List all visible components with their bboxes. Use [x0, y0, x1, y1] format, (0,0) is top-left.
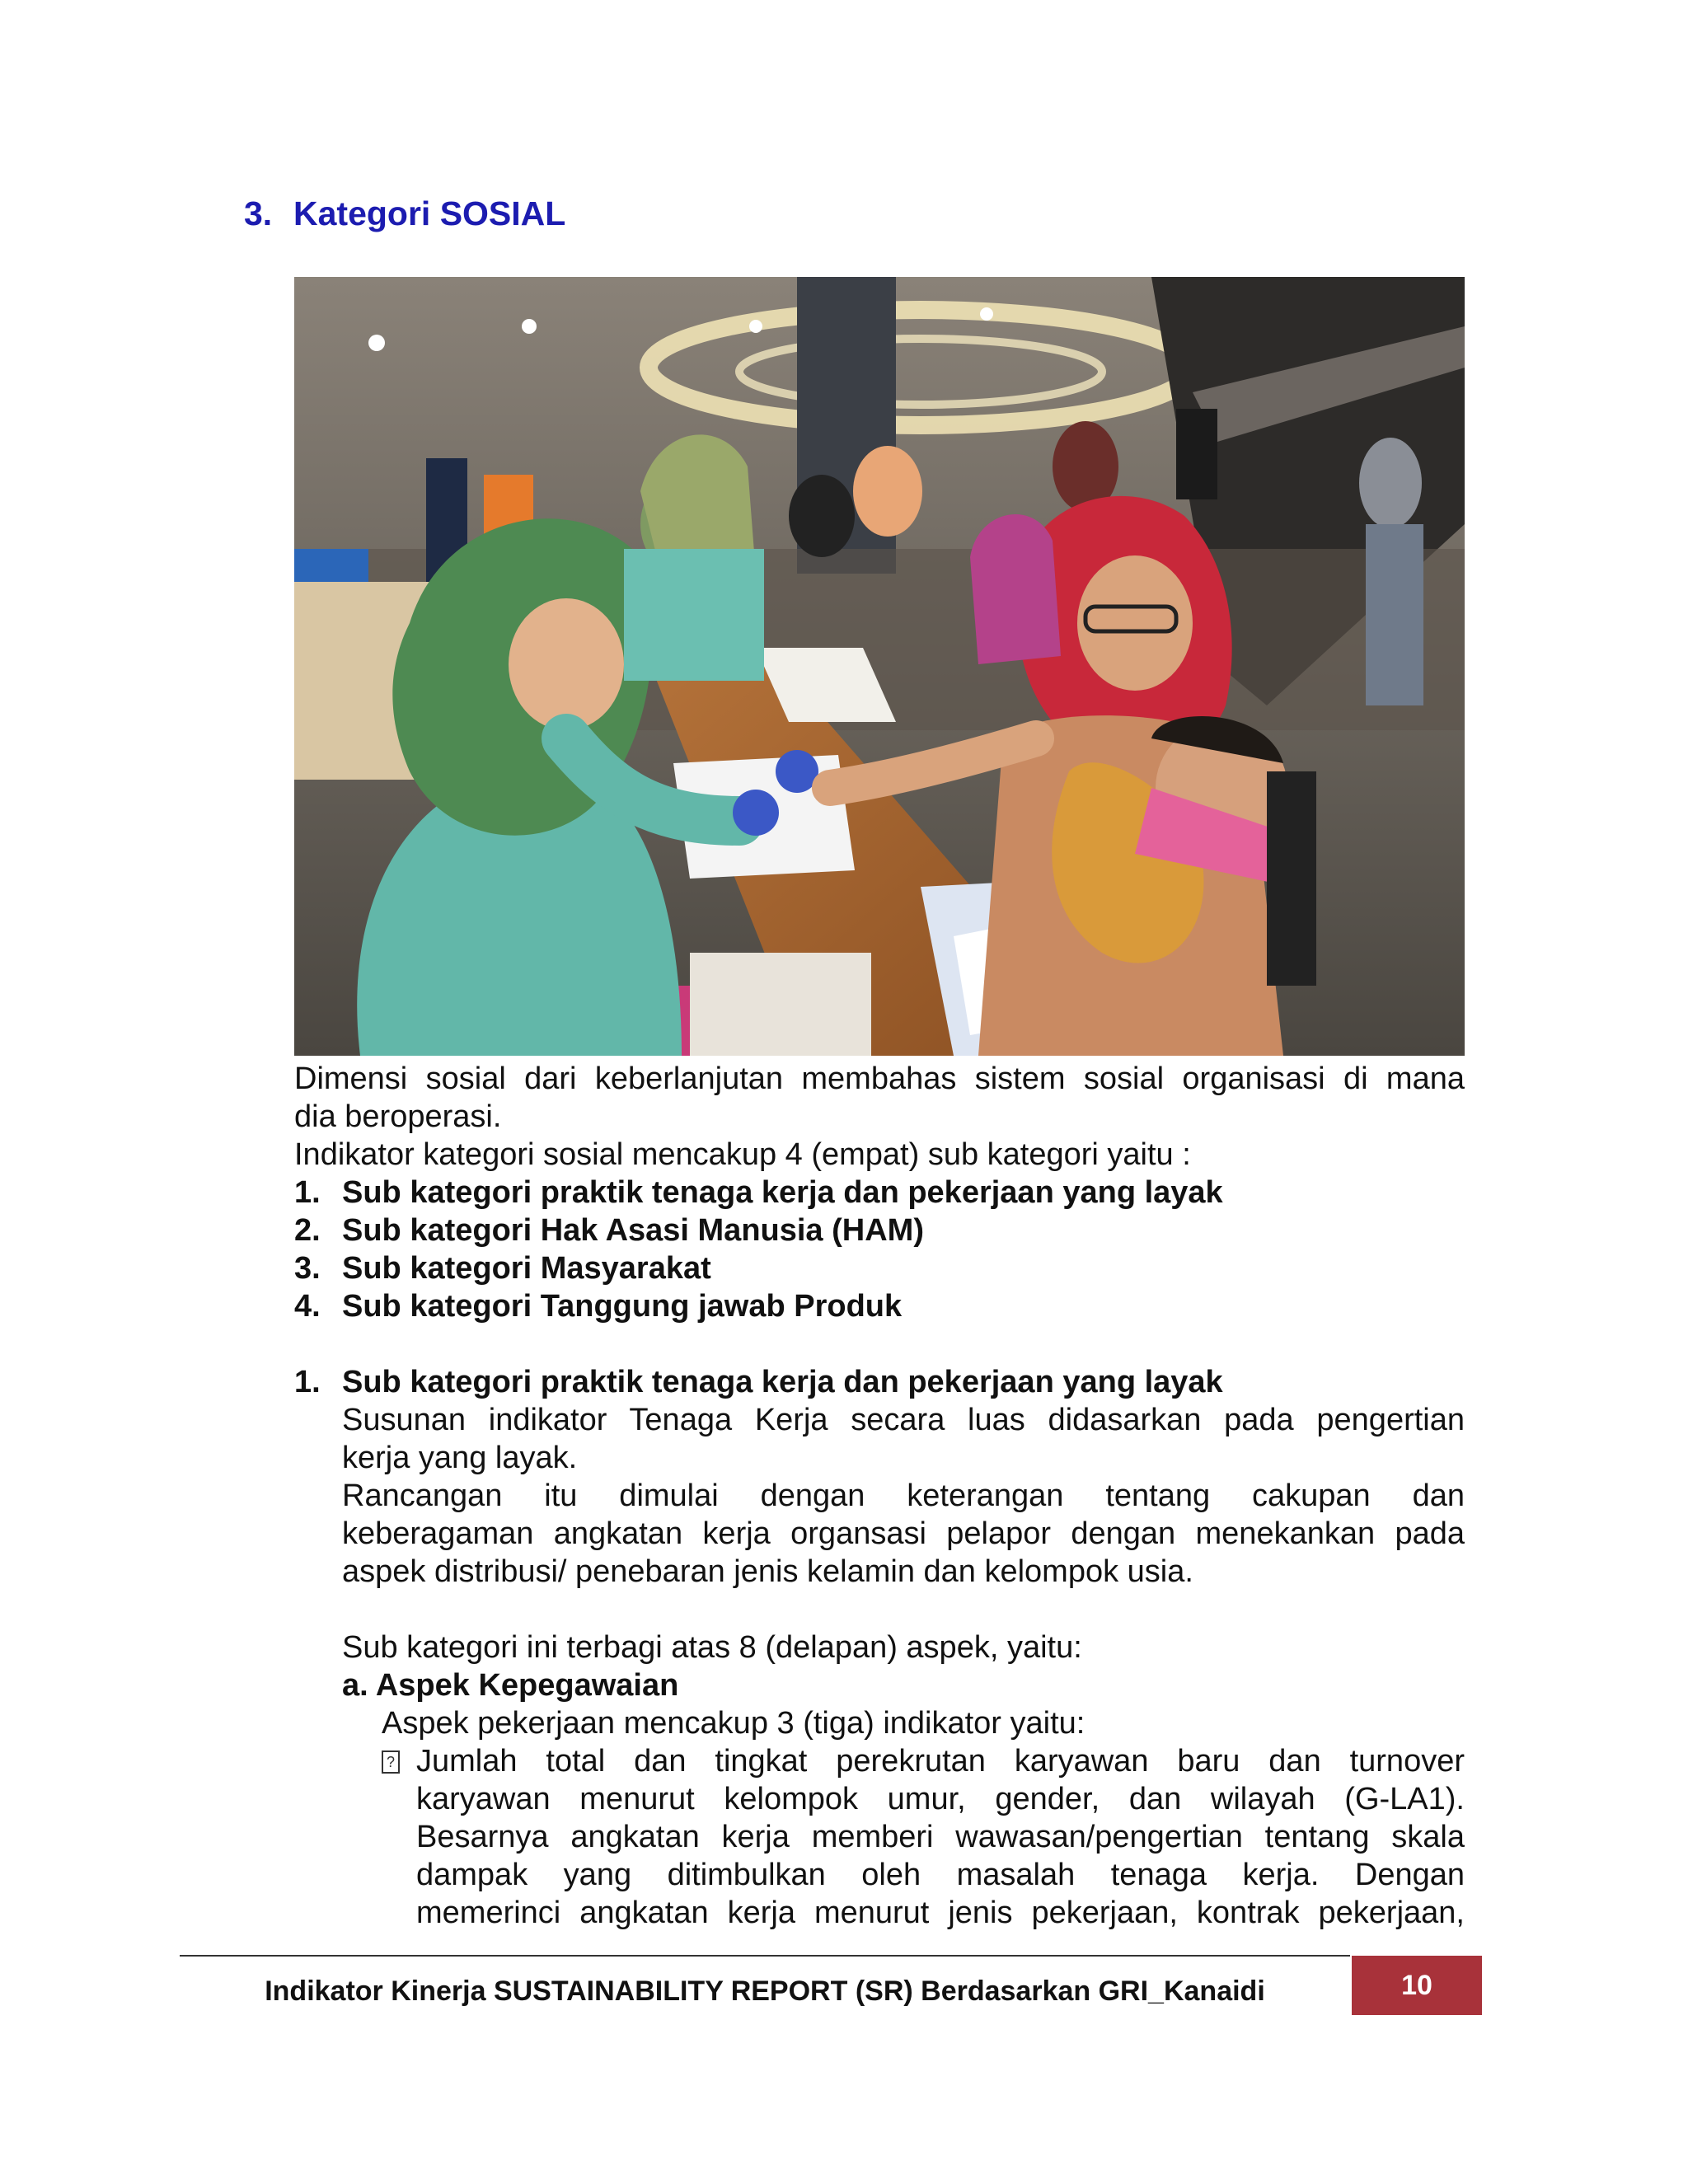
health-check-photo [294, 277, 1465, 1056]
section-heading [244, 194, 565, 233]
footer-divider [180, 1955, 1350, 1957]
section-title: Kategori SOSIAL [293, 194, 566, 232]
intro-line-2: dia beroperasi. [294, 1099, 502, 1134]
section-number: 3. [244, 194, 273, 232]
missing-glyph-icon: ? [382, 1750, 400, 1774]
photo-illustration [294, 277, 1465, 1056]
list-item: 4. Sub kategori Tanggung jawab Produk [294, 1289, 903, 1324]
list-item: 1. Sub kategori praktik tenaga kerja dan pekerjaan yang layak [294, 1175, 1223, 1210]
intro-line-3: Indikator kategori sosial mencakup 4 (empat) sub kategori yaitu : [294, 1137, 1191, 1172]
section1-paragraph-1: Susunan indikator Tenaga Kerja secara luas didasarkan pada pengertian kerja yang layak. Rancangan itu dimulai dengan keterangan tentang cakupan dan keberagaman angkatan kerja organsasi pelapor dengan menekankan pada aspek distribusi/ penebaran jenis kelamin dan kelompok usia. [342, 1403, 1465, 1589]
intro-paragraph [294, 1060, 1465, 1174]
bullet-item: ? Jumlah total dan tingkat perekrutan karyawan baru dan turnover karyawan menurut kelompok umur, gender, dan wilayah (G-LA1). Besarnya angkatan kerja memberi wawasan/pengertian tentang skala dampak yang ditimbulkan oleh masalah tenaga kerja. Dengan memerinci angkatan kerja menurut jenis pekerjaan, kontrak pekerjaan, [382, 1742, 1465, 1932]
list-item: 2. Sub kategori Hak Asasi Manusia (HAM) [294, 1213, 924, 1248]
subcategory-list [294, 1174, 1223, 1325]
footer-title: Indikator Kinerja SUSTAINABILITY REPORT (SR) Berdasarkan GRI_Kanaidi [265, 1975, 1265, 2007]
page-number-badge: 10 [1352, 1956, 1482, 2015]
aspect-a-intro: Aspek pekerjaan mencakup 3 (tiga) indikator yaitu: [382, 1706, 1085, 1741]
intro-line-1: Dimensi sosial dari keberlanjutan membahas sistem sosial organisasi di mana [294, 1062, 1465, 1096]
section1-heading: 1. Sub kategori praktik tenaga kerja dan pekerjaan yang layak [294, 1365, 1223, 1399]
aspect-a-title: a. Aspek Kepegawaian [342, 1668, 679, 1703]
list-item: 3. Sub kategori Masyarakat [294, 1251, 711, 1286]
section1-paragraph-3: Sub kategori ini terbagi atas 8 (delapan) aspek, yaitu: a. Aspek Kepegawaian [342, 1629, 1465, 1704]
